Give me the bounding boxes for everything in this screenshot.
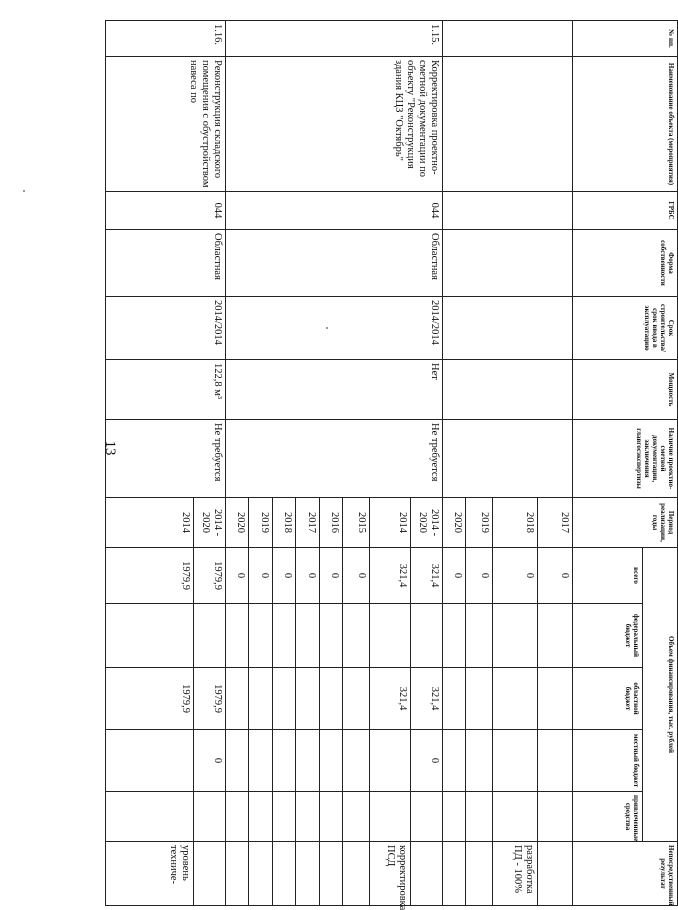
year-cell: 2017 <box>537 498 572 548</box>
result-cell <box>193 842 225 906</box>
local-cell <box>249 730 273 792</box>
federal-cell <box>225 604 249 668</box>
total-cell: 0 <box>442 548 466 604</box>
federal-cell <box>370 604 411 668</box>
item-ownership-cell: Областная <box>225 230 442 297</box>
year-cell: 2015 <box>343 498 370 548</box>
result-cell <box>442 842 466 906</box>
header-period: Период реализации, годы <box>573 498 678 548</box>
header-grbs: ГРБС <box>573 192 678 230</box>
attracted-cell <box>493 792 538 842</box>
cont-grbs-cell <box>442 192 572 230</box>
cont-ownership-cell <box>442 230 572 297</box>
year-cell: 2016 <box>319 498 343 548</box>
header-capacity: Мощность <box>573 360 678 420</box>
result-cell <box>537 842 572 906</box>
result-cell: корректировка ПСД <box>370 842 411 906</box>
header-total: всего <box>573 548 642 604</box>
federal-cell <box>466 604 493 668</box>
total-cell: 0 <box>343 548 370 604</box>
local-cell <box>370 730 411 792</box>
header-attracted: привлеченные средства <box>573 792 642 842</box>
attracted-cell <box>106 792 194 842</box>
cont-capacity-cell <box>442 360 572 420</box>
year-cell: 2020 <box>225 498 249 548</box>
regional-cell <box>225 668 249 730</box>
federal-cell <box>249 604 273 668</box>
year-cell: 2014 <box>370 498 411 548</box>
local-cell <box>272 730 296 792</box>
item-ownership-cell: Областная <box>106 230 226 297</box>
item-capacity-cell: Нет <box>225 360 442 420</box>
federal-cell <box>106 604 194 668</box>
regional-cell <box>319 668 343 730</box>
header-local: местный бюджет <box>573 730 642 792</box>
result-cell <box>410 842 442 906</box>
header-psd: Наличие проектно-сметной документации, заключения главгосэкспертизы <box>573 420 678 498</box>
local-cell <box>319 730 343 792</box>
attracted-cell <box>343 792 370 842</box>
total-cell: 0 <box>272 548 296 604</box>
rotated-table-sheet <box>105 20 678 910</box>
total-cell: 1979,9 <box>106 548 194 604</box>
item-dates-cell: 2014/2014 <box>106 297 226 360</box>
local-cell <box>296 730 320 792</box>
total-cell: 1979,9 <box>193 548 225 604</box>
year-cell: 2018 <box>272 498 296 548</box>
header-num: № пп. <box>573 21 678 57</box>
total-cell: 321,4 <box>410 548 442 604</box>
result-cell <box>466 842 493 906</box>
regional-cell <box>296 668 320 730</box>
header-ownership: Форма собственности <box>573 230 678 297</box>
local-cell: 0 <box>410 730 442 792</box>
header-result: Непосредственный результат <box>573 842 678 906</box>
item-num-cell: 1.15. <box>225 21 442 57</box>
item-name-cell: Корректировка проектно-сметной документации по объекту "Реконструкция здания КЦЗ "Октябрь" <box>225 57 442 192</box>
regional-cell <box>249 668 273 730</box>
attracted-cell <box>225 792 249 842</box>
attracted-cell <box>296 792 320 842</box>
table-row <box>537 21 572 906</box>
financing-table <box>105 20 678 910</box>
header-federal: федеральный бюджет <box>573 604 642 668</box>
attracted-cell <box>466 792 493 842</box>
result-cell <box>319 842 343 906</box>
result-cell <box>296 842 320 906</box>
federal-cell <box>442 604 466 668</box>
attracted-cell <box>370 792 411 842</box>
regional-cell: 321,4 <box>410 668 442 730</box>
local-cell <box>537 730 572 792</box>
attracted-cell <box>249 792 273 842</box>
attracted-cell <box>193 792 225 842</box>
regional-cell: 1979,9 <box>193 668 225 730</box>
year-cell: 2014 - 2020 <box>410 498 442 548</box>
item-psd-cell: Не требуется <box>225 420 442 498</box>
regional-cell <box>442 668 466 730</box>
year-cell: 2014 - 2020 <box>193 498 225 548</box>
header-funding: Объем финансирования, тыс. рублей <box>642 548 677 842</box>
regional-cell <box>493 668 538 730</box>
federal-cell <box>343 604 370 668</box>
total-cell: 0 <box>249 548 273 604</box>
federal-cell <box>319 604 343 668</box>
table-row <box>193 21 225 906</box>
result-cell: уровень техниче- <box>106 842 194 906</box>
regional-cell <box>272 668 296 730</box>
total-cell: 0 <box>537 548 572 604</box>
item-capacity-cell: 122,8 м³ <box>106 360 226 420</box>
item-grbs-cell: 044 <box>225 192 442 230</box>
regional-cell: 1979,9 <box>106 668 194 730</box>
federal-cell <box>296 604 320 668</box>
federal-cell <box>410 604 442 668</box>
regional-cell <box>466 668 493 730</box>
item-num-cell: 1.16. <box>106 21 226 57</box>
item-name-cell: Реконструкция складского помещения с обустройством навеса по <box>106 57 226 192</box>
federal-cell <box>493 604 538 668</box>
local-cell <box>225 730 249 792</box>
federal-cell <box>537 604 572 668</box>
regional-cell <box>537 668 572 730</box>
item-dates-cell: 2014/2014 <box>225 297 442 360</box>
local-cell <box>493 730 538 792</box>
item-psd-cell: Не требуется <box>106 420 226 498</box>
table-row <box>410 21 442 906</box>
local-cell <box>343 730 370 792</box>
year-cell: 2019 <box>249 498 273 548</box>
local-cell: 0 <box>193 730 225 792</box>
year-cell: 2017 <box>296 498 320 548</box>
header-name: Наименование объекта (мероприятия) <box>573 57 678 192</box>
local-cell <box>466 730 493 792</box>
total-cell: 0 <box>296 548 320 604</box>
total-cell: 0 <box>493 548 538 604</box>
local-cell <box>442 730 466 792</box>
cont-num-cell <box>442 21 572 57</box>
regional-cell <box>343 668 370 730</box>
local-cell <box>106 730 194 792</box>
result-cell: разработка ПД - 100% <box>493 842 538 906</box>
total-cell: 0 <box>466 548 493 604</box>
item-grbs-cell: 044 <box>106 192 226 230</box>
header-regional: областной бюджет <box>573 668 642 730</box>
regional-cell: 321,4 <box>370 668 411 730</box>
year-cell: 2019 <box>466 498 493 548</box>
year-cell: 2018 <box>493 498 538 548</box>
federal-cell <box>193 604 225 668</box>
header-dates: Срок строительства/срок ввода в эксплуатацию <box>573 297 678 360</box>
attracted-cell <box>410 792 442 842</box>
result-cell <box>249 842 273 906</box>
cont-psd-cell <box>442 420 572 498</box>
total-cell: 0 <box>225 548 249 604</box>
attracted-cell <box>272 792 296 842</box>
total-cell: 0 <box>319 548 343 604</box>
result-cell <box>343 842 370 906</box>
scan-speck <box>23 190 25 192</box>
total-cell: 321,4 <box>370 548 411 604</box>
attracted-cell <box>319 792 343 842</box>
result-cell <box>225 842 249 906</box>
attracted-cell <box>442 792 466 842</box>
cont-dates-cell <box>442 297 572 360</box>
federal-cell <box>272 604 296 668</box>
attracted-cell <box>537 792 572 842</box>
year-cell: 2020 <box>442 498 466 548</box>
page-number: 13 <box>102 440 118 456</box>
year-cell: 2014 <box>106 498 194 548</box>
header-row-1 <box>642 21 677 906</box>
result-cell <box>272 842 296 906</box>
cont-name-cell <box>442 57 572 192</box>
